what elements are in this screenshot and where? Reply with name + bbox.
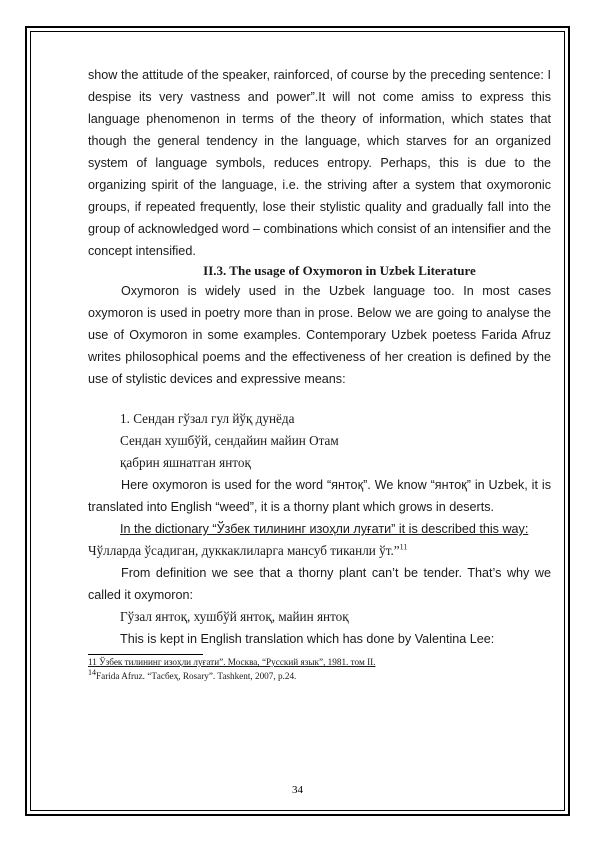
poem-line-1: 1. Сендан гўзал гул йўқ дунёда bbox=[120, 411, 295, 426]
poem-line-3: қабрин яшнатган янтоқ bbox=[120, 455, 251, 470]
paragraph-intro: show the attitude of the speaker, rainforced, of course by the preceding sentence: I despise its very vastness and power”.It will not come amiss to express this language phenomenon in terms of the theory of information, which states that though the general tendency in the language, which starves for an organized system of language symbols, reduces entropy. Perhaps, this is due to the organizing spirit of the language, i.e. the striving after a system that oxymoronic groups, if repeated frequently, lose their stylistic quality and gradually fall into the group of acknowledged word – combinations which consist of an intensifier and the concept intensified. bbox=[88, 68, 551, 258]
dictionary-reference: In the dictionary “Ўзбек тилининг изоҳли луғати” it is described this way: bbox=[120, 522, 529, 536]
paragraph-oxymoron-uzbek: Oxymoron is widely used in the Uzbek language too. In most cases oxymoron is used in poetry more than in prose. Below we are going to analyse the use of Oxymoron in some examples. Contemporary Uzbek poetess Farida Afruz writes philosophical poems and the effectiveness of her creation is defined by the use of stylistic devices and expressive means: bbox=[88, 284, 551, 386]
page-content bbox=[88, 64, 551, 683]
poem-line-2: Сендан хушбўй, сендайин майин Отам bbox=[120, 433, 339, 448]
footnote-14 bbox=[88, 669, 551, 683]
footnote-11: 11 Ўзбек тилининг изоҳли луғати”. Москва, “Русский язык”, 1981. том II. bbox=[88, 657, 376, 667]
footnote-ref-11: 11 bbox=[399, 542, 408, 552]
section-heading: II.3. The usage of Oxymoron in Uzbek Literature bbox=[203, 263, 476, 278]
paragraph-yantoq: Here oxymoron is used for the word “янтоқ”. We know “янтоқ” in Uzbek, it is translated into English “weed”, it is a thorny plant which grows in deserts. bbox=[88, 478, 551, 514]
definition-text: Чўлларда ўсадиган, дуккаклиларга мансуб тиканли ўт.” bbox=[88, 543, 400, 558]
spacer bbox=[88, 390, 551, 408]
footnote-14-text: Farida Afruz. “Тасбеҳ, Rosary”. Tashkent, 2007, p.24. bbox=[96, 671, 297, 681]
dictionary-definition bbox=[88, 540, 551, 562]
footnote-14-marker: 14 bbox=[88, 667, 96, 677]
oxymoron-quote: Гўзал янтоқ, хушбўй янтоқ, майин янтоқ bbox=[120, 609, 349, 624]
paragraph-definition: From definition we see that a thorny plant can’t be tender. That’s why we called it oxymoron: bbox=[88, 566, 551, 602]
page-number: 34 bbox=[292, 784, 303, 796]
paragraph-translation: This is kept in English translation which has done by Valentina Lee: bbox=[120, 632, 495, 646]
